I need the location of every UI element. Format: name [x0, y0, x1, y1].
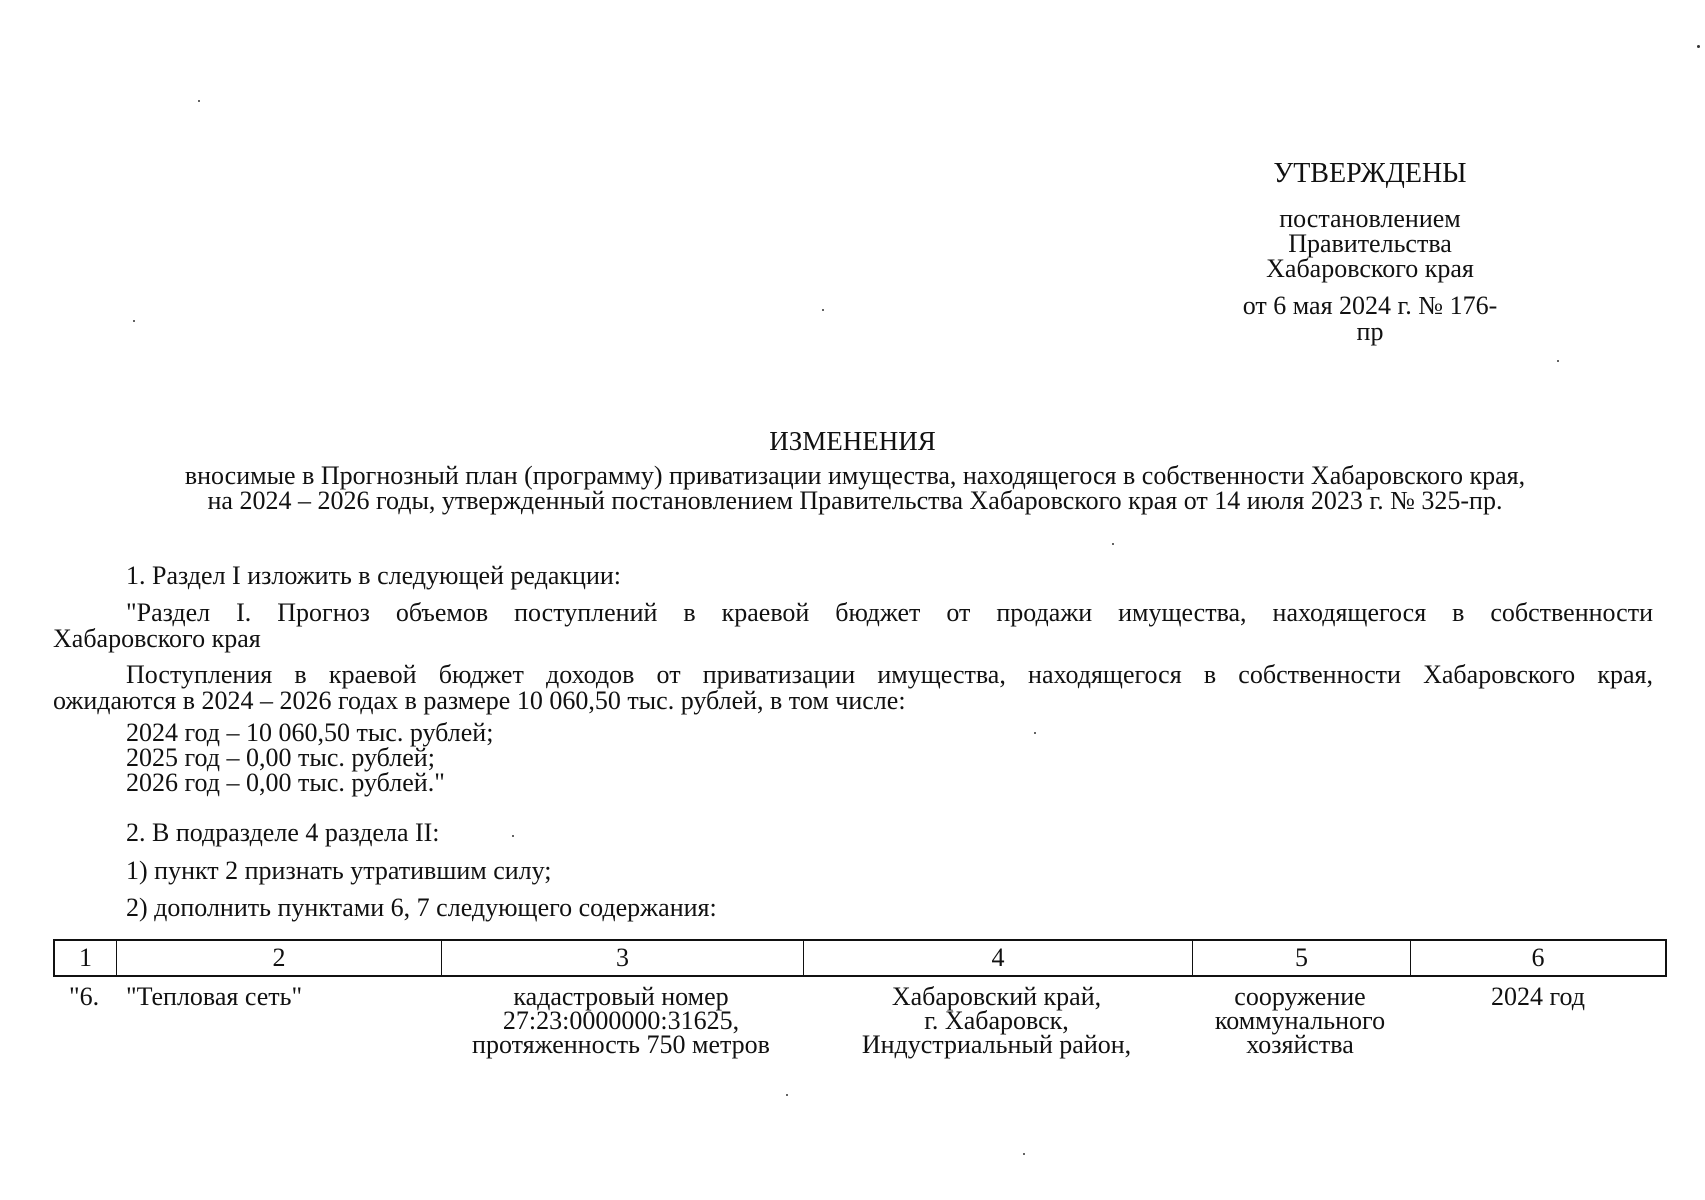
- revenue-line-2: ожидаются в 2024 – 2026 годах в размере 10 060,50 тыс. рублей, в том числе:: [53, 686, 906, 715]
- approval-line-1: постановлением: [1279, 204, 1461, 233]
- row-description: [440, 982, 802, 1059]
- subtitle-line-1: вносимые в Прогнозный план (программу) приватизации имущества, находящегося в собственности Хабаровского края,: [184, 461, 1526, 490]
- item-2-2: 2) дополнить пунктами 6, 7 следующего содержания:: [126, 893, 717, 922]
- item-2-1: 1) пункт 2 признать утратившим силу;: [126, 856, 552, 885]
- approval-date: от 6 мая 2024 г. № 176-пр: [1242, 291, 1498, 346]
- table-header-col-5: 5: [1193, 941, 1411, 975]
- document-title: ИЗМЕНЕНИЯ: [769, 426, 936, 456]
- year-2025-amount: 2025 год – 0,00 тыс. рублей;: [126, 743, 435, 772]
- subtitle-line-2: на 2024 – 2026 годы, утвержденный постановлением Правительства Хабаровского края от 14 июля 2023 г. № 325-пр.: [207, 486, 1503, 515]
- row-description-line-1: кадастровый номер: [513, 982, 729, 1011]
- row-location-line-2: г. Хабаровск,: [924, 1006, 1069, 1035]
- row-purpose-line-2: коммунального: [1214, 1006, 1386, 1035]
- scan-speck: [786, 1094, 788, 1096]
- row-purpose-line-3: хозяйства: [1246, 1030, 1354, 1059]
- year-2024-amount: 2024 год – 10 060,50 тыс. рублей;: [126, 718, 494, 747]
- row-description-line-2: 27:23:0000000:31625,: [502, 1006, 740, 1035]
- scan-speck: [822, 309, 824, 311]
- table-header-row: [53, 939, 1667, 977]
- row-purpose-line-1: сооружение: [1234, 982, 1366, 1011]
- row-purpose: [1191, 982, 1409, 1059]
- scan-speck: [1023, 1153, 1025, 1155]
- scan-speck: [133, 320, 135, 322]
- scan-speck: [1697, 45, 1700, 48]
- section-title-line-1: "Раздел I. Прогноз объемов поступлений в краевой бюджет от продажи имущества, находящегося в собственности: [126, 598, 1653, 627]
- yearly-amounts: [126, 720, 493, 795]
- approval-line-3: Хабаровского края: [1266, 254, 1474, 283]
- revenue-line-1: Поступления в краевой бюджет доходов от приватизации имущества, находящегося в собственности Хабаровского края,: [126, 660, 1653, 689]
- row-number: "6.: [69, 982, 100, 1011]
- scan-speck: [1112, 543, 1114, 545]
- table-header-col-1: 1: [55, 941, 117, 975]
- row-location-line-3: Индустриальный район,: [861, 1030, 1132, 1059]
- table-header-col-2: 2: [117, 941, 442, 975]
- row-location: [802, 982, 1191, 1059]
- row-name: "Тепловая сеть": [126, 982, 303, 1011]
- section-title: [53, 600, 1653, 652]
- document-subtitle: [60, 463, 1650, 513]
- scan-speck: [1557, 360, 1559, 362]
- revenue-paragraph: [53, 662, 1653, 714]
- approval-line-2: Правительства: [1288, 229, 1452, 258]
- table-header-col-6: 6: [1531, 943, 1545, 972]
- item-2: 2. В подразделе 4 раздела II:: [126, 818, 440, 847]
- table-row: [53, 982, 1667, 1065]
- approval-block: [1240, 160, 1500, 345]
- row-description-line-3: протяженность 750 метров: [472, 1030, 770, 1059]
- table-header-col-3: 3: [442, 941, 804, 975]
- year-2026-amount: 2026 год – 0,00 тыс. рублей.": [126, 768, 445, 797]
- section-title-line-2: Хабаровского края: [53, 624, 261, 653]
- scan-speck: [1034, 732, 1036, 734]
- scan-speck: [512, 835, 514, 837]
- row-year: 2024 год: [1491, 982, 1585, 1011]
- scan-speck: [198, 100, 200, 102]
- item-1: 1. Раздел I изложить в следующей редакции:: [126, 561, 621, 590]
- table-header-col-4: 4: [804, 941, 1193, 975]
- approval-title: УТВЕРЖДЕНЫ: [1273, 158, 1467, 189]
- row-location-line-1: Хабаровский край,: [891, 982, 1102, 1011]
